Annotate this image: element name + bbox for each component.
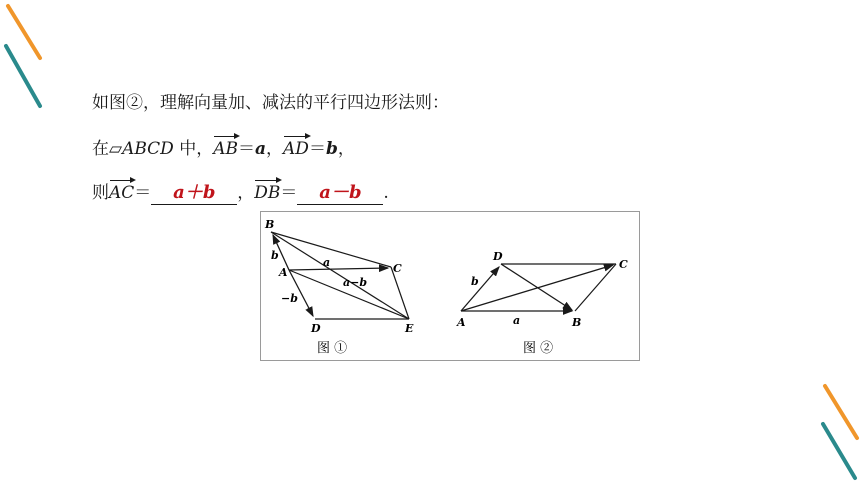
equals-4: ＝ xyxy=(280,183,298,203)
answer-prefix: 则 xyxy=(92,183,109,203)
comma-2: ， xyxy=(337,139,355,159)
answer-blank-1: a＋b xyxy=(151,178,237,205)
label-a-minus-b: a−b xyxy=(343,276,368,289)
segment-b-c xyxy=(271,232,391,267)
arrow-d-to-b xyxy=(501,264,572,310)
arrow-a-to-c xyxy=(289,268,388,270)
given-mid: 中， xyxy=(173,139,214,159)
point-d-label: D xyxy=(311,322,321,335)
caption-figure-1: 图 ① xyxy=(317,341,348,356)
answer-line xyxy=(92,178,389,205)
vector-b-symbol: b xyxy=(325,139,338,159)
vector-ad: AD xyxy=(283,139,309,159)
point-c-label: C xyxy=(619,258,628,271)
label-a: a xyxy=(513,314,521,327)
label-b: b xyxy=(471,275,479,288)
vector-db: DB xyxy=(254,183,281,203)
point-d-label: D xyxy=(493,250,503,263)
given-prefix: 在▱ xyxy=(92,139,123,159)
intro-text: 如图②，理解向量加、减法的平行四边形法则： xyxy=(92,93,449,113)
label-b: b xyxy=(271,249,279,262)
point-b-label: B xyxy=(265,218,275,231)
point-e-label: E xyxy=(405,322,414,335)
point-b-label: B xyxy=(572,316,582,329)
answer-blank-2: a－b xyxy=(297,178,383,205)
label-a: a xyxy=(323,256,331,269)
intro-line xyxy=(92,88,449,113)
equals-2: ＝ xyxy=(308,139,326,159)
period: . xyxy=(383,183,389,203)
comma-1: ， xyxy=(266,139,284,159)
figure-2 xyxy=(456,250,628,356)
segment-b-c xyxy=(575,264,616,311)
comma-3: ， xyxy=(237,183,255,203)
equals-3: ＝ xyxy=(134,183,152,203)
caption-figure-2: 图 ② xyxy=(523,341,554,356)
arrow-a-to-d xyxy=(461,267,499,311)
vector-a-symbol: a xyxy=(255,139,267,159)
point-a-label: A xyxy=(457,316,466,329)
figure-svg xyxy=(261,212,639,360)
figure-panel xyxy=(260,211,640,361)
quad-name: ABCD xyxy=(122,139,174,159)
given-line xyxy=(92,134,355,159)
vector-ac: AC xyxy=(109,183,135,203)
vector-ab: AB xyxy=(213,139,238,159)
equals-1: ＝ xyxy=(238,139,255,159)
label-neg-b: −b xyxy=(281,292,298,305)
figure-1 xyxy=(264,218,414,356)
point-a-label: A xyxy=(279,266,288,279)
point-c-label: C xyxy=(393,262,402,275)
